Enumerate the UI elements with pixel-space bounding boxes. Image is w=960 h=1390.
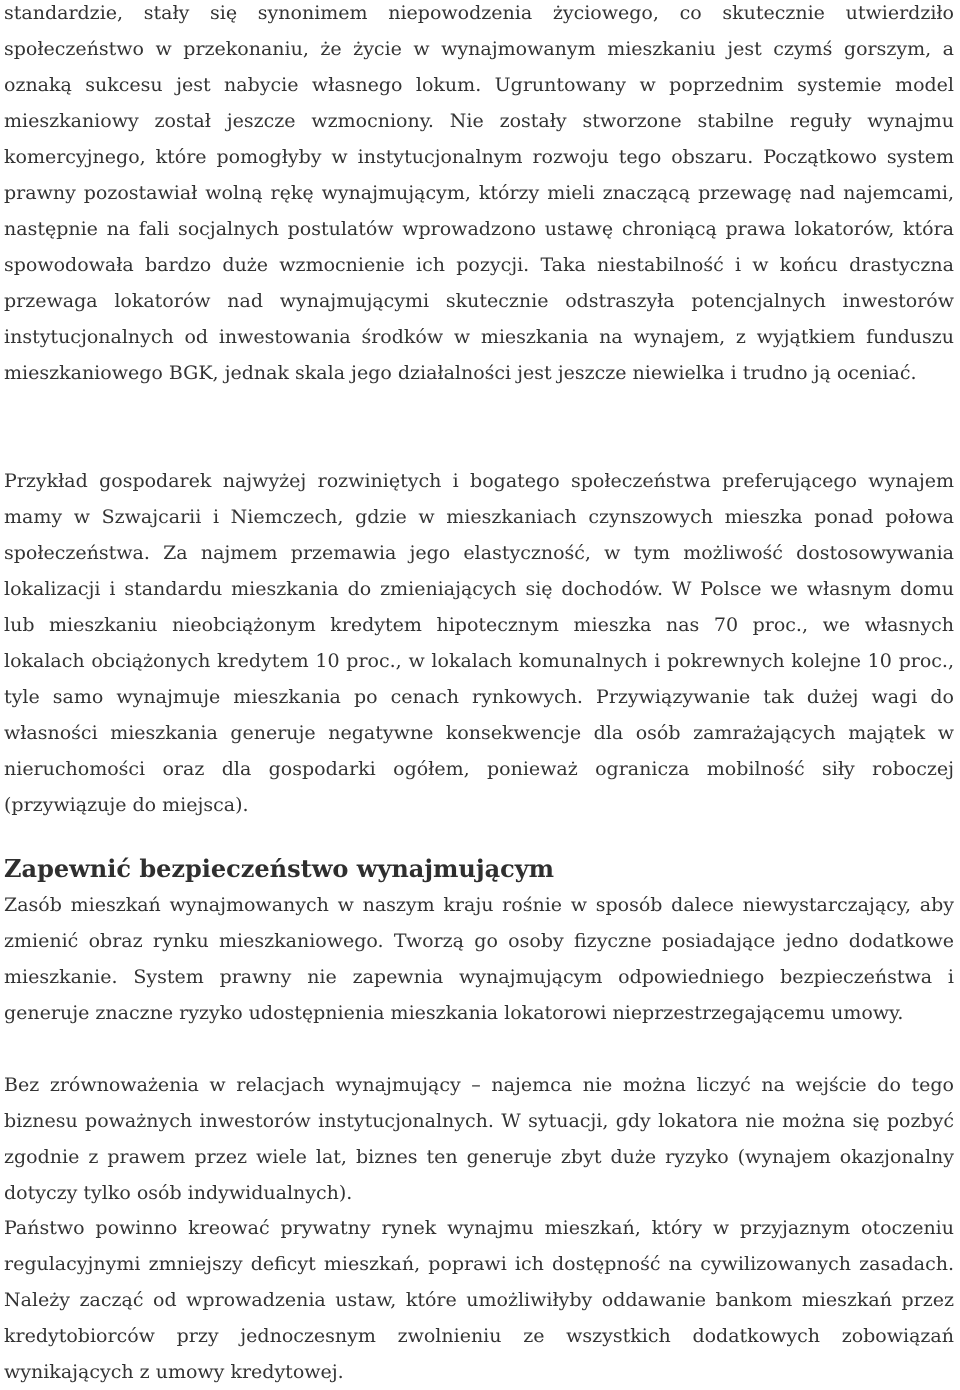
paragraph-5: Państwo powinno kreować prywatny rynek wynajmu mieszkań, który w przyjaznym otoczeniu regulacyjnymi zmniejszy deficyt mieszkań, poprawi ich dostępność na cywilizowanych zasadach. Należy zacząć od wprowadzenia ustaw, które umożliwiłyby oddawanie bankom mieszkań przez kredytobiorców przy jednoczesnym zwolnieniu ze wszystkich dodatkowych zobowiązań wynikających z umowy kredytowej. xyxy=(4,1217,954,1383)
paragraph-3: Zasób mieszkań wynajmowanych w naszym kraju rośnie w sposób dalece niewystarczający, aby zmienić obraz rynku mieszkaniowego. Tworzą go osoby fizyczne posiadające jedno dodatkowe mieszkanie. System prawny nie zapewnia wynajmującym odpowiedniego bezpieczeństwa i generuje znaczne ryzyko udostępnienia mieszkania lokatorowi nieprzestrzegającemu umowy. xyxy=(4,894,954,1024)
paragraph-4: Bez zrównoważenia w relacjach wynajmujący – najemca nie można liczyć na wejście do tego biznesu poważnych inwestorów instytucjonalnych. W sytuacji, gdy lokatora nie można się pozbyć zgodnie z prawem przez wiele lat, biznes ten generuje zbyt duże ryzyko (wynajem okazjonalny dotyczy tylko osób indywidualnych). xyxy=(4,1074,954,1204)
paragraph-1: standardzie, stały się synonimem niepowodzenia życiowego, co skutecznie utwierdziło społeczeństwo w przekonaniu, że życie w wynajmowanym mieszkaniu jest czymś gorszym, a oznaką sukcesu jest nabycie własnego lokum. Ugruntowany w poprzednim systemie model mieszkaniowy został jeszcze wzmocniony. Nie zostały stworzone stabilne reguły wynajmu komercyjnego, które pomogłyby w instytucjonalnym rozwoju tego obszaru. Początkowo system prawny pozostawiał wolną rękę wynajmującym, którzy mieli znaczącą przewagę nad najemcami, następnie na fali socjalnych postulatów wprowadzono ustawę chroniącą prawa lokatorów, która spowodowała bardzo duże wzmocnienie ich pozycji. Taka niestabilność i w końcu drastyczna przewaga lokatorów nad wynajmującymi skutecznie odstraszyła potencjalnych inwestorów instytucjonalnych od inwestowania środków w mieszkania na wynajem, z wyjątkiem funduszu mieszkaniowego BGK, jednak skala jego działalności jest jeszcze niewielka i trudno ją oceniać. xyxy=(4,2,954,384)
section-heading: Zapewnić bezpieczeństwo wynajmującym xyxy=(4,854,555,883)
paragraph-2: Przykład gospodarek najwyżej rozwiniętych i bogatego społeczeństwa preferującego wynajem mamy w Szwajcarii i Niemczech, gdzie w mieszkaniach czynszowych mieszka ponad połowa społeczeństwa. Za najmem przemawia jego elastyczność, w tym możliwość dostosowywania lokalizacji i standardu mieszkania do zmieniających się dochodów. W Polsce we własnym domu lub mieszkaniu nieobciążonym kredytem hipotecznym mieszka nas 70 proc., we własnych lokalach obciążonych kredytem 10 proc., w lokalach komunalnych i pokrewnych kolejne 10 proc., tyle samo wynajmuje mieszkania po cenach rynkowych. Przywiązywanie tak dużej wagi do własności mieszkania generuje negatywne konsekwencje dla osób zamrażających majątek w nieruchomości oraz dla gospodarki ogółem, ponieważ ogranicza mobilność siły roboczej (przywiązuje do miejsca). xyxy=(4,470,954,816)
